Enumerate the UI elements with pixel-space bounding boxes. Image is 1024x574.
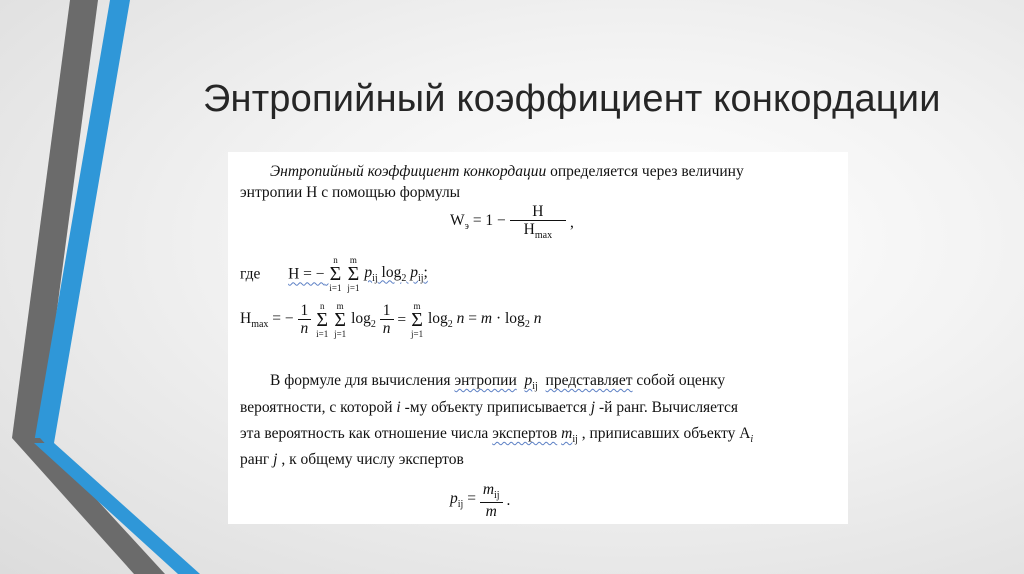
formula-p: $p_{ij}$ = $\frac{m_{ij}}{m}$ . <box>450 481 511 520</box>
slide-title: Энтропийный коэффициент конкордации <box>203 78 941 120</box>
paragraph-line-4: ранг j , к общему числу экспертов <box>240 451 464 468</box>
intro-term: Энтропийный коэффициент конкордации <box>270 163 547 180</box>
sum-operator: m Σ j=1 <box>347 255 360 293</box>
document-image <box>228 152 848 524</box>
intro-line-1: Энтропийный коэффициент конкордации определяется через величину <box>270 163 744 180</box>
formula-hmax: $H_{max}$ = − $\frac{1}{n}$ n Σ i=1 m Σ j=1 $\log_2$ $\frac{1}{n}$ = m Σ j=1 $\log_2 n = m \cdot \log_2 n$ <box>240 301 542 339</box>
fraction-mij-m: $\frac{m_{ij}}{m}$ <box>480 482 503 520</box>
paragraph-line-2: вероятности, с которой i -му объекту приписывается j -й ранг. Вычисляется <box>240 399 739 416</box>
sum-operator: n Σ i=1 <box>329 255 342 293</box>
formula-h: H = − <box>288 265 325 283</box>
paragraph-line-1: В формуле для вычисления энтропии $p_{ij}$ представляет собой оценку <box>270 372 726 392</box>
decor-stripe-gray-lower <box>12 438 165 574</box>
formula-w: $W_э = 1$ − $\frac{H}{H_{max}}$ , <box>450 203 574 242</box>
paragraph-line-3: эта вероятность как отношение числа экспертов $m_{ij}$ , приписавших объекту $A_i$ <box>240 425 754 445</box>
formula-h-row: где H = − n Σ i=1 m Σ j=1 $p_{ij}$ $\log_2 p_{ij}$; <box>240 255 428 293</box>
where-label: где <box>240 265 261 283</box>
fraction-h-hmax: $\frac{H}{H_{max}}$ <box>510 204 566 242</box>
intro-line-2: энтропии H с помощью формулы <box>240 184 461 201</box>
